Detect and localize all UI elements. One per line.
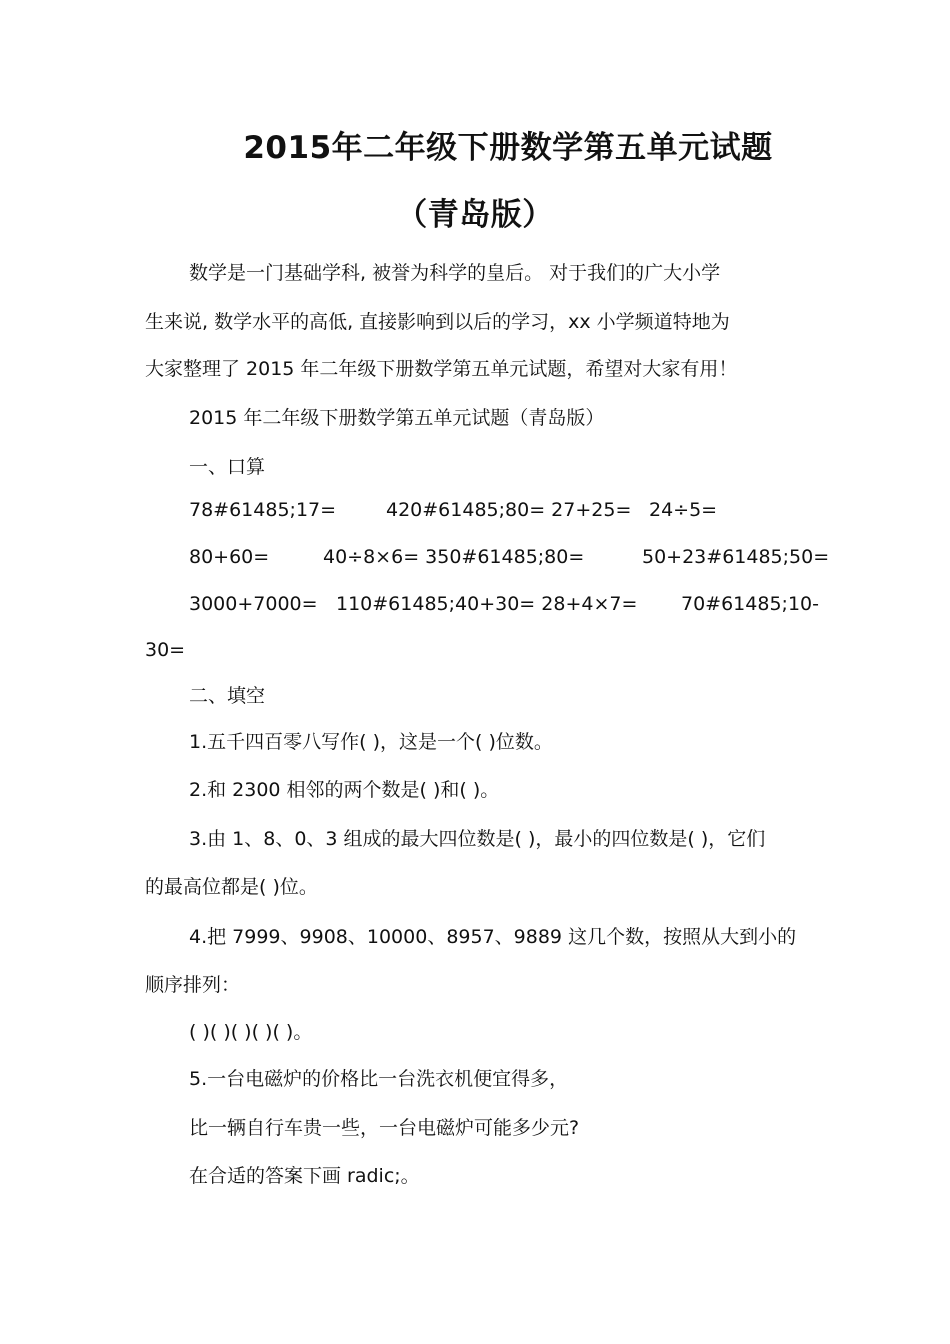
question-2: 2.和 2300 相邻的两个数是( )和( )。 <box>189 779 500 801</box>
calc-item: 50+23#61485;50= <box>642 546 830 568</box>
subtitle: 2015 年二年级下册数学第五单元试题（青岛版） <box>189 407 605 429</box>
question-4-line-1: 4.把 7999、9908、10000、8957、9889 这几个数，按照从大到小的 <box>189 926 797 948</box>
question-5-line-1: 5.一台电磁炉的价格比一台洗衣机便宜得多， <box>189 1068 569 1090</box>
question-4-answer-blanks: ( )( )( )( )( )。 <box>189 1021 313 1043</box>
calc-item: 110#61485;40+30= 28+4×7= <box>336 593 638 615</box>
calc-item: 24÷5= <box>649 499 718 521</box>
calc-item: 80+60= <box>189 546 270 568</box>
intro-line-1: 数学是一门基础学科, 被誉为科学的皇后。 对于我们的广大小学 <box>189 262 721 284</box>
calc-item: 420#61485;80= 27+25= <box>386 499 632 521</box>
document-title: 2015年二年级下册数学第五单元试题 <box>243 130 773 166</box>
question-4-line-2: 顺序排列： <box>145 974 241 996</box>
question-5-line-2: 比一辆自行车贵一些，一台电磁炉可能多少元? <box>189 1117 580 1139</box>
question-1: 1.五千四百零八写作( )，这是一个( )位数。 <box>189 731 553 753</box>
question-5-line-3: 在合适的答案下画 radic;。 <box>189 1165 420 1187</box>
section-heading-fill-blank: 二、填空 <box>189 685 266 707</box>
section-heading-mental-math: 一、口算 <box>189 456 266 478</box>
calc-item: 78#61485;17= <box>189 499 337 521</box>
document-title-edition: （青岛版） <box>396 197 554 233</box>
intro-line-3: 大家整理了 2015 年二年级下册数学第五单元试题，希望对大家有用！ <box>145 358 738 380</box>
calc-item: 3000+7000= <box>189 593 318 615</box>
calc-item: 30= <box>145 639 186 661</box>
question-3-line-2: 的最高位都是( )位。 <box>145 876 318 898</box>
question-3-line-1: 3.由 1、8、0、3 组成的最大四位数是( )，最小的四位数是( )，它们 <box>189 828 766 850</box>
intro-line-2: 生来说, 数学水平的高低, 直接影响到以后的学习，xx 小学频道特地为 <box>145 311 730 333</box>
calc-item: 40÷8×6= 350#61485;80= <box>323 546 585 568</box>
calc-item: 70#61485;10- <box>681 593 819 615</box>
